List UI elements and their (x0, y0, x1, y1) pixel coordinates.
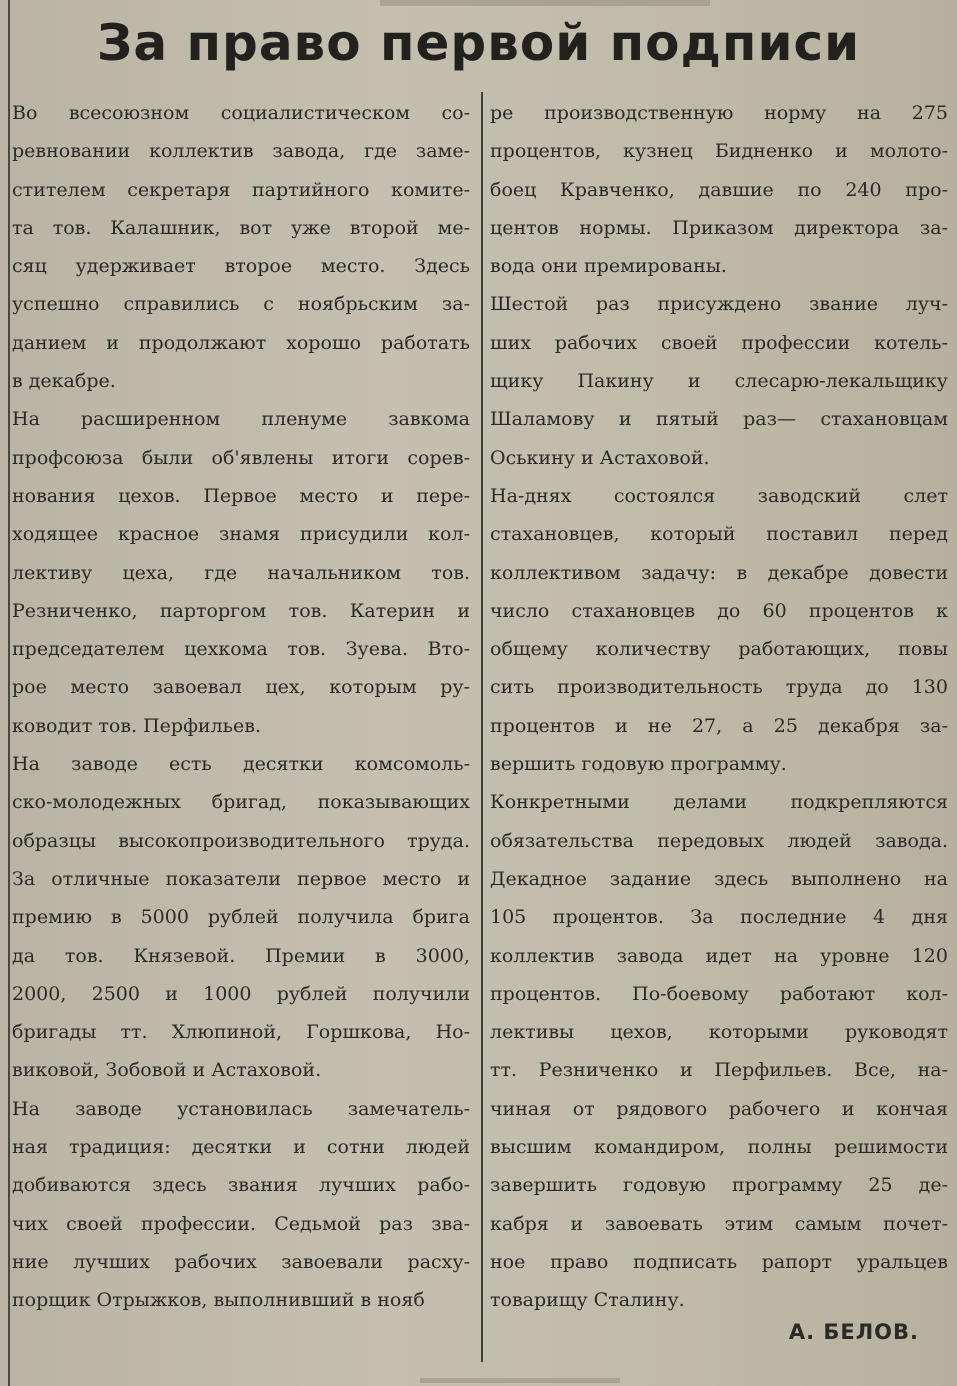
text-line: ре производственную норму на 275 (490, 102, 948, 124)
cropped-header-strip (380, 0, 710, 6)
text-line: ная традиция: десятки и сотни людей (12, 1136, 470, 1159)
text-line: число стахановцев до 60 процентов к (490, 599, 948, 622)
text-line: лективы цехов, которыми руководят (490, 1021, 948, 1044)
text-line: 2000, 2500 и 1000 рублей получили (12, 982, 470, 1005)
text-line: завершить годовую программу 25 де- (490, 1174, 948, 1197)
text-line: бригады тт. Хлюпиной, Горшкова, Но- (12, 1021, 470, 1044)
article-headline: За право первой подписи (96, 14, 861, 72)
text-line: На-днях состоялся заводский слет (490, 484, 948, 507)
text-line: Во всесоюзном социалистическом со- (12, 102, 470, 124)
text-line: боец Кравченко, давшие по 240 про- (490, 178, 948, 201)
text-line: лективу цеха, где начальником тов. (12, 561, 470, 584)
text-line: ших рабочих своей профессии котель- (490, 331, 948, 354)
text-line: та тов. Калашник, вот уже второй ме- (12, 216, 470, 239)
text-line: коллектив завода идет на уровне 120 (490, 944, 948, 967)
text-line: рое место завоевал цех, которым ру- (12, 676, 470, 699)
text-line: сяц удерживает второе место. Здесь (12, 255, 470, 278)
text-line: ско-молодежных бригад, показывающих (12, 791, 470, 814)
text-line: коллективом задачу: в декабре довести (490, 561, 948, 584)
text-line: профсоюза были об'явлены итоги сорев- (12, 446, 470, 469)
text-line: да тов. Князевой. Премии в 3000, (12, 944, 470, 967)
text-line: данием и продолжают хорошо работать (12, 331, 470, 354)
text-line: премию в 5000 рублей получила брига (12, 906, 470, 929)
text-line: образцы высокопроизводительного труда. (12, 829, 470, 852)
text-line: ходящее красное знамя присудили кол- (12, 523, 470, 546)
text-line: Декадное задание здесь выполнено на (490, 867, 948, 890)
left-border-rule (8, 0, 10, 1386)
left-text-column (12, 94, 470, 1320)
text-line: обязательства передовых людей завода. (490, 829, 948, 852)
text-line: вода они премированы. (490, 255, 727, 278)
text-line: На заводе установилась замечатель- (12, 1097, 470, 1120)
text-line: ние лучших рабочих завоевали расху- (12, 1250, 470, 1273)
text-line: центов нормы. Приказом директора за- (490, 216, 948, 239)
text-line: чиная от рядового рабочего и кончая (490, 1097, 948, 1120)
text-line: высшим командиром, полны решимости (490, 1136, 948, 1159)
text-line: На заводе есть десятки комсомоль- (12, 753, 470, 776)
author-signature: А. БЕЛОВ. (788, 1320, 919, 1344)
text-line: Шестой раз присуждено звание луч- (490, 293, 948, 316)
cropped-footer-strip (420, 1378, 620, 1383)
text-line: председателем цехкома тов. Зуева. Вто- (12, 638, 470, 661)
text-line: ководит тов. Перфильев. (12, 714, 261, 737)
text-line: нования цехов. Первое место и пере- (12, 484, 470, 507)
text-line: За отличные показатели первое место и (12, 867, 470, 890)
right-text-column (490, 94, 948, 1320)
text-line: процентов, кузнец Бидненко и молото- (490, 140, 948, 163)
text-line: добиваются здесь звания лучших рабо- (12, 1174, 470, 1197)
text-line: Резниченко, парторгом тов. Катерин и (12, 599, 470, 622)
text-line: товарищу Сталину. (490, 1289, 685, 1312)
text-line: Шаламову и пятый раз— стахановцам (490, 408, 948, 431)
text-line: 105 процентов. За последние 4 дня (490, 906, 948, 929)
text-line: Конкретными делами подкрепляются (490, 791, 948, 814)
text-line: процентов. По-боевому работают кол- (490, 982, 948, 1005)
text-line: чих своей профессии. Седьмой раз зва- (12, 1212, 470, 1235)
text-line: На расширенном пленуме завкома (12, 408, 470, 431)
text-line: тт. Резниченко и Перфильев. Все, на- (490, 1059, 948, 1082)
text-line: ревновании коллектив завода, где заме- (12, 140, 470, 163)
text-line: щику Пакину и слесарю-лекальщику (490, 370, 948, 393)
text-line: сить производительность труда до 130 (490, 676, 948, 699)
text-line: в декабре. (12, 370, 116, 393)
text-line: вершить годовую программу. (490, 753, 787, 776)
text-line: стителем секретаря партийного комите- (12, 178, 470, 201)
column-divider-rule (481, 92, 483, 1362)
text-line: кабря и завоевать этим самым почет- (490, 1212, 948, 1235)
text-line: виковой, Зобовой и Астаховой. (12, 1059, 322, 1082)
text-line: общему количеству работающих, повы (490, 638, 948, 661)
text-line: процентов и не 27, а 25 декабря за- (490, 714, 948, 737)
text-line: ное право подписать рапорт уральцев (490, 1250, 948, 1273)
text-line: успешно справились с ноябрьским за- (12, 293, 470, 316)
text-line: Оськину и Астаховой. (490, 446, 710, 469)
text-line: стахановцев, который поставил перед (490, 523, 948, 546)
text-line: порщик Отрыжков, выполнивший в нояб (12, 1289, 425, 1312)
